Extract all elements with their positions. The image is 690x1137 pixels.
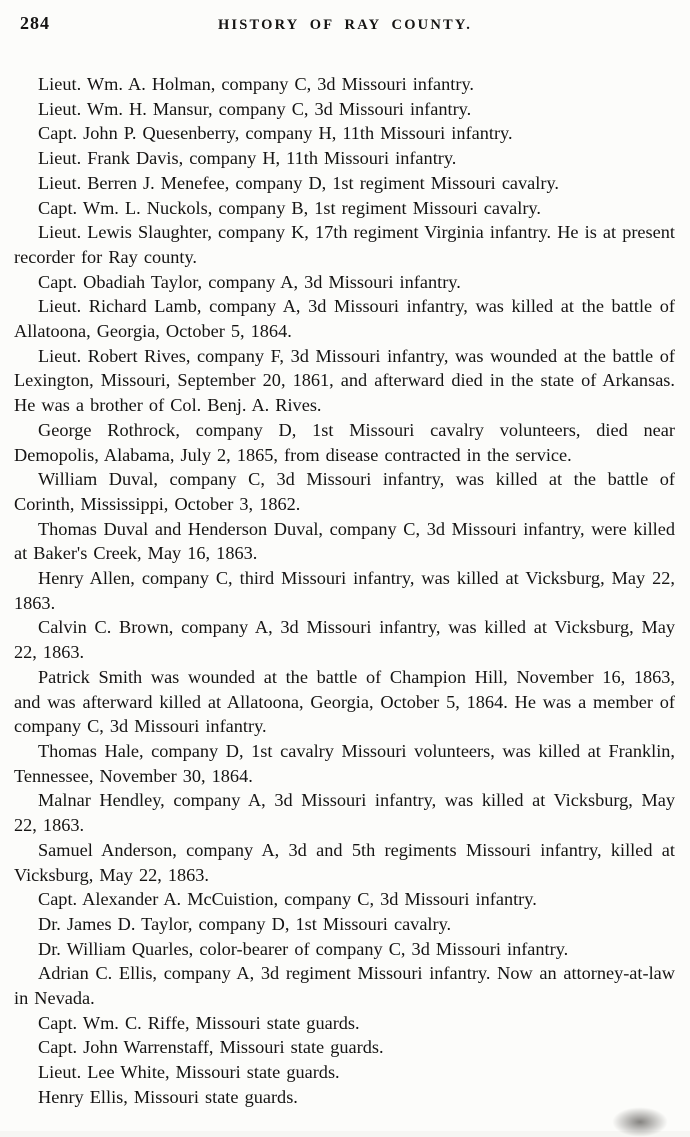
paragraph: Lieut. Lee White, Missouri state guards. [38,1062,340,1083]
paragraph: Dr. James D. Taylor, company D, 1st Missouri cavalry. [38,913,452,934]
paragraph: Lieut. Berren J. Menefee, company D, 1st regiment Missouri cavalry. [38,172,559,193]
paragraph: Henry Allen, company C, third Missouri infantry, was killed at Vicksburg, May 22, 1863. [14,568,675,613]
paragraph: Calvin C. Brown, company A, 3d Missouri infantry, was killed at Vicksburg, May 22, 1863. [14,617,675,663]
paragraph: Henry Ellis, Missouri state guards. [38,1086,298,1107]
paragraph: Lieut. Robert Rives, company F, 3d Missouri infantry, was wounded at the battle of Lexington, Missouri, September 20, 1861, and afterward died in the state of Arkansas. He was a brother of Col. Benj. A. Rives. [14,345,675,416]
paragraph: Capt. Obadiah Taylor, company A, 3d Missouri infantry. [38,271,461,292]
page-title: HISTORY OF RAY COUNTY. [217,17,473,33]
paragraph: Malnar Hendley, company A, 3d Missouri infantry, was killed at Vicksburg, May 22, 1863. [14,790,675,836]
page-body [0,48,690,1110]
paragraph: Thomas Duval and Henderson Duval, company C, 3d Missouri infantry, were killed at Baker's Creek, May 16, 1863. [14,518,675,564]
paragraph: George Rothrock, company D, 1st Missouri cavalry volunteers, died near Demopolis, Alabama, July 2, 1865, from disease contracted in the service. [14,419,675,465]
page-header [0,0,690,48]
paragraph: William Duval, company C, 3d Missouri infantry, was killed at the battle of Corinth, Mississippi, October 3, 1862. [14,469,675,514]
paragraph: Capt. Alexander A. McCuistion, company C, 3d Missouri infantry. [38,889,537,910]
paragraph: Capt. John P. Quesenberry, company H, 11th Missouri infantry. [38,123,513,144]
paragraph: Lieut. Wm. A. Holman, company C, 3d Missouri infantry. [38,74,474,94]
paragraph: Thomas Hale, company D, 1st cavalry Missouri volunteers, was killed at Franklin, Tennessee, November 30, 1864. [14,740,675,786]
paragraph: Lieut. Wm. H. Mansur, company C, 3d Missouri infantry. [38,98,472,119]
paragraph: Lieut. Richard Lamb, company A, 3d Missouri infantry, was killed at the battle of Allatoona, Georgia, October 5, 1864. [14,296,675,342]
paragraph: Capt. Wm. L. Nuckols, company B, 1st regiment Missouri cavalry. [38,197,541,218]
paragraph: Samuel Anderson, company A, 3d and 5th regiments Missouri infantry, killed at Vicksburg, May 22, 1863. [14,839,675,885]
page-number: 284 [20,13,50,33]
paragraph: Lieut. Frank Davis, company H, 11th Missouri infantry. [38,148,457,169]
paragraph: Lieut. Lewis Slaughter, company K, 17th regiment Virginia infantry. He is at present recorder for Ray county. [14,222,675,267]
paragraph: Capt. Wm. C. Riffe, Missouri state guards. [38,1012,360,1033]
scan-artifact [612,1107,668,1137]
paragraph: Dr. William Quarles, color-bearer of company C, 3d Missouri infantry. [38,938,569,959]
paragraph: Adrian C. Ellis, company A, 3d regiment Missouri infantry. Now an attorney-at-law in Nevada. [14,963,675,1009]
paragraph: Patrick Smith was wounded at the battle of Champion Hill, November 16, 1863, and was afterward killed at Allatoona, Georgia, October 5, 1864. He was a member of company C, 3d Missouri infantry. [14,666,675,737]
paragraph: Capt. John Warrenstaff, Missouri state guards. [38,1037,384,1058]
